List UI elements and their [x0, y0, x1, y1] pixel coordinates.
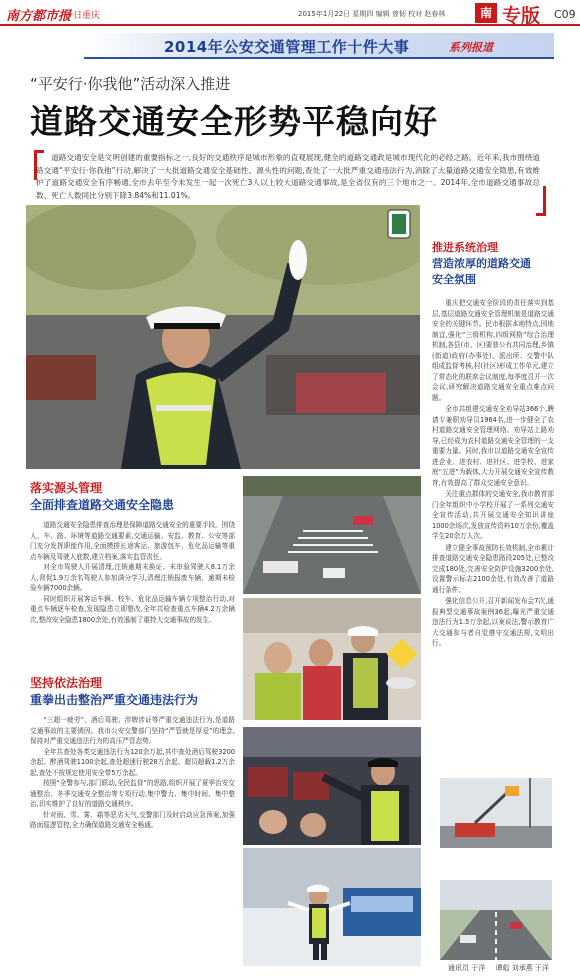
paragraph: 按照“全警参与,部门联动,全民监督”的思路,组织开展了夏季治安交通整治、冬季交通安全整治等专项行动,集中警力、集中时间、集中整治,切实维护了良好的道路交通秩序。	[30, 779, 235, 808]
banner-tag: 系列报道	[449, 41, 493, 54]
section2-heading	[30, 675, 198, 709]
paragraph: 针对雨、雪、雾、霜等恶劣天气,交警部门及时启动应急预案,加强路面巡逻管控,全力确保道路交通安全畅通。	[30, 810, 235, 829]
masthead	[0, 0, 580, 26]
section2-body	[30, 715, 235, 977]
right-column-body	[432, 298, 554, 823]
section2-title: 坚持依法治理	[30, 676, 103, 690]
right-column-heading	[432, 240, 531, 288]
section1-body	[30, 520, 235, 670]
paragraph: 关注重点群体的交通安全,我市教育部门全年组织中小学校开展了一系列交通安全宣传活动,共开展交通安全知识讲座1000余场次,发放宣传资料10万余份,覆盖学生20余万人次。	[432, 490, 554, 540]
section1-subtitle: 全面排查道路交通安全隐患	[30, 498, 175, 512]
paragraph: 建立健全事故预防长效机制,全市累计排查道路交通安全隐患路段205处,已整改完成180处,完善安全防护设施3200余处,设置警示标志2100余处,有效改善了道路通行条件。	[432, 543, 554, 594]
article-lead: 道路交通安全是文明创建的重要指标之一,良好的交通秩序是城市形象的直观展现,健全的道路交通政是城市现代化的必经之路。近年来,我市围绕道路交通“平安行·你我他”行动,解决了一大批道路交通安全基础性、源头性的问题,查处了一大批严重交通违法行为,消除了大量道路交通安全隐患,有效维护了道路交通安全有序畅通,全市去年至今未发生一起一次死亡3人以上较大道路交通事故,是全省仅有的三个地市之一。2014年,全市道路交通事故总数、死亡人数同比分别下降3.84%和11.01%。	[36, 153, 540, 200]
section-label: 专版	[502, 5, 541, 27]
series-banner	[84, 33, 554, 59]
corner-logo-icon: 南	[475, 3, 497, 23]
article-kicker: “平安行·你我他”活动深入推进	[30, 75, 231, 93]
paragraph: 全市共组建交通安全劝导站366个,聘请专兼职劝导员1964名,进一步健全了农村道路交通安全管理网络。劝导站上路劝导,已经成为农村道路交通安全管理的一支重要力量。同时,我市以道路交通安全宣传进企业、进农村、进社区、进学校、进家庭“五进”为载体,大力开展交通安全宣传教育,有效提高了群众交通安全意识。	[432, 405, 554, 487]
issue-meta: 2015年1月22日 星期四 编辑 曾韧 校对 赵春林	[298, 10, 446, 18]
right-heading-line2: 营造浓厚的道路交通	[432, 257, 531, 270]
section1-heading	[30, 480, 174, 514]
banner-title: 2014年公安交通管理工作十件大事	[164, 38, 410, 56]
photo-community-outreach	[243, 598, 421, 720]
paragraph: 重庆把交通安全阶段的责任落实到基层,基层道路交通安全管理机制是道路交通安全的关键环节。民市根据本地特点,因地制宜,强化“三级机构,四级网格”综合治理机制,各县(市、区)要普公有共同治理,乡镇(街道)政府(办事处)、派出所、交警中队组成监督考核,村(社区)形成工作单元,建立了常态化的联席会议制度,每季度召开一次会议,研究解决道路交通安全重点难点问题。	[432, 299, 554, 402]
photo-crane-repair	[440, 778, 552, 848]
page-number: C09	[554, 8, 576, 21]
paragraph: 对全市驾驶人开展清理,注销逾期未换证、未审验驾驶人8.1万余人,督促1.9万余名驾驶人参加满分学习,清理注销报废车辆、逾期未检验车辆7000余辆。	[30, 563, 235, 592]
photo-credits	[448, 963, 557, 973]
paragraph: 同时组织开展客运车辆、校车、危化品运输车辆专项整治行动,对重点车辆逐车检查,发现隐患立即整改,全年共检查重点车辆4.2万余辆次,整改安全隐患1800余处,有效遏制了重特大交通事故的发生。	[30, 594, 235, 624]
edition-name: 今日重庆	[64, 11, 101, 21]
paragraph: “三超一疲劳”、酒后驾驶、涉牌涉证等严重交通违法行为,是道路交通事故的主要诱因。我市公安交警部门坚持“严管就是厚爱”的理念,保持对严重交通违法行为的高压严管态势。	[30, 716, 235, 745]
paragraph: 道路交通安全隐患排查治理是保障道路交通安全的重要手段。围绕人、车、路、环境等道路交通要素,交通运输、安监、教育、公安等部门充分发挥职能作用,全面摸排长途客运、旅游包车、危化品运输等重点车辆及驾驶人底数,建立档案,落实监管责任。	[30, 521, 235, 561]
photo-officer-snow	[243, 848, 421, 966]
paragraph: 强化信息公开,召开新闻发布会7次,通报典型交通事故案例36起,曝光严重交通违法行为1.5万余起,以案说法,警示教育广大交通参与者自觉遵守交通法规,文明出行。	[432, 597, 554, 647]
main-photo-traffic-officer	[26, 205, 420, 469]
photo-aerial-intersection	[243, 476, 421, 594]
paragraph: 全年共查处各类交通违法行为120余万起,其中查处酒后驾驶3200余起、醉酒驾驶1100余起,查处超速行驶28万余起、超员超载1.2万余起,查处不按规定使用安全带5万余起。	[30, 747, 235, 777]
newspaper-logo: 南方都市报	[6, 9, 72, 24]
credit-reporter: 通讯员 于洋	[448, 964, 486, 972]
right-heading-line3: 安全氛围	[432, 273, 476, 286]
article-headline: 道路交通安全形势平稳向好	[30, 102, 438, 141]
photo-bus-inspection	[243, 727, 421, 845]
right-heading-line1: 推进系统治理	[432, 241, 498, 254]
section1-title: 落实源头管理	[30, 481, 103, 495]
photo-road-view	[440, 880, 552, 960]
section2-subtitle: 重拳出击整治严重交通违法行为	[30, 693, 199, 707]
credit-photographers: 谭彪 刘承燕 于洋	[495, 964, 549, 972]
